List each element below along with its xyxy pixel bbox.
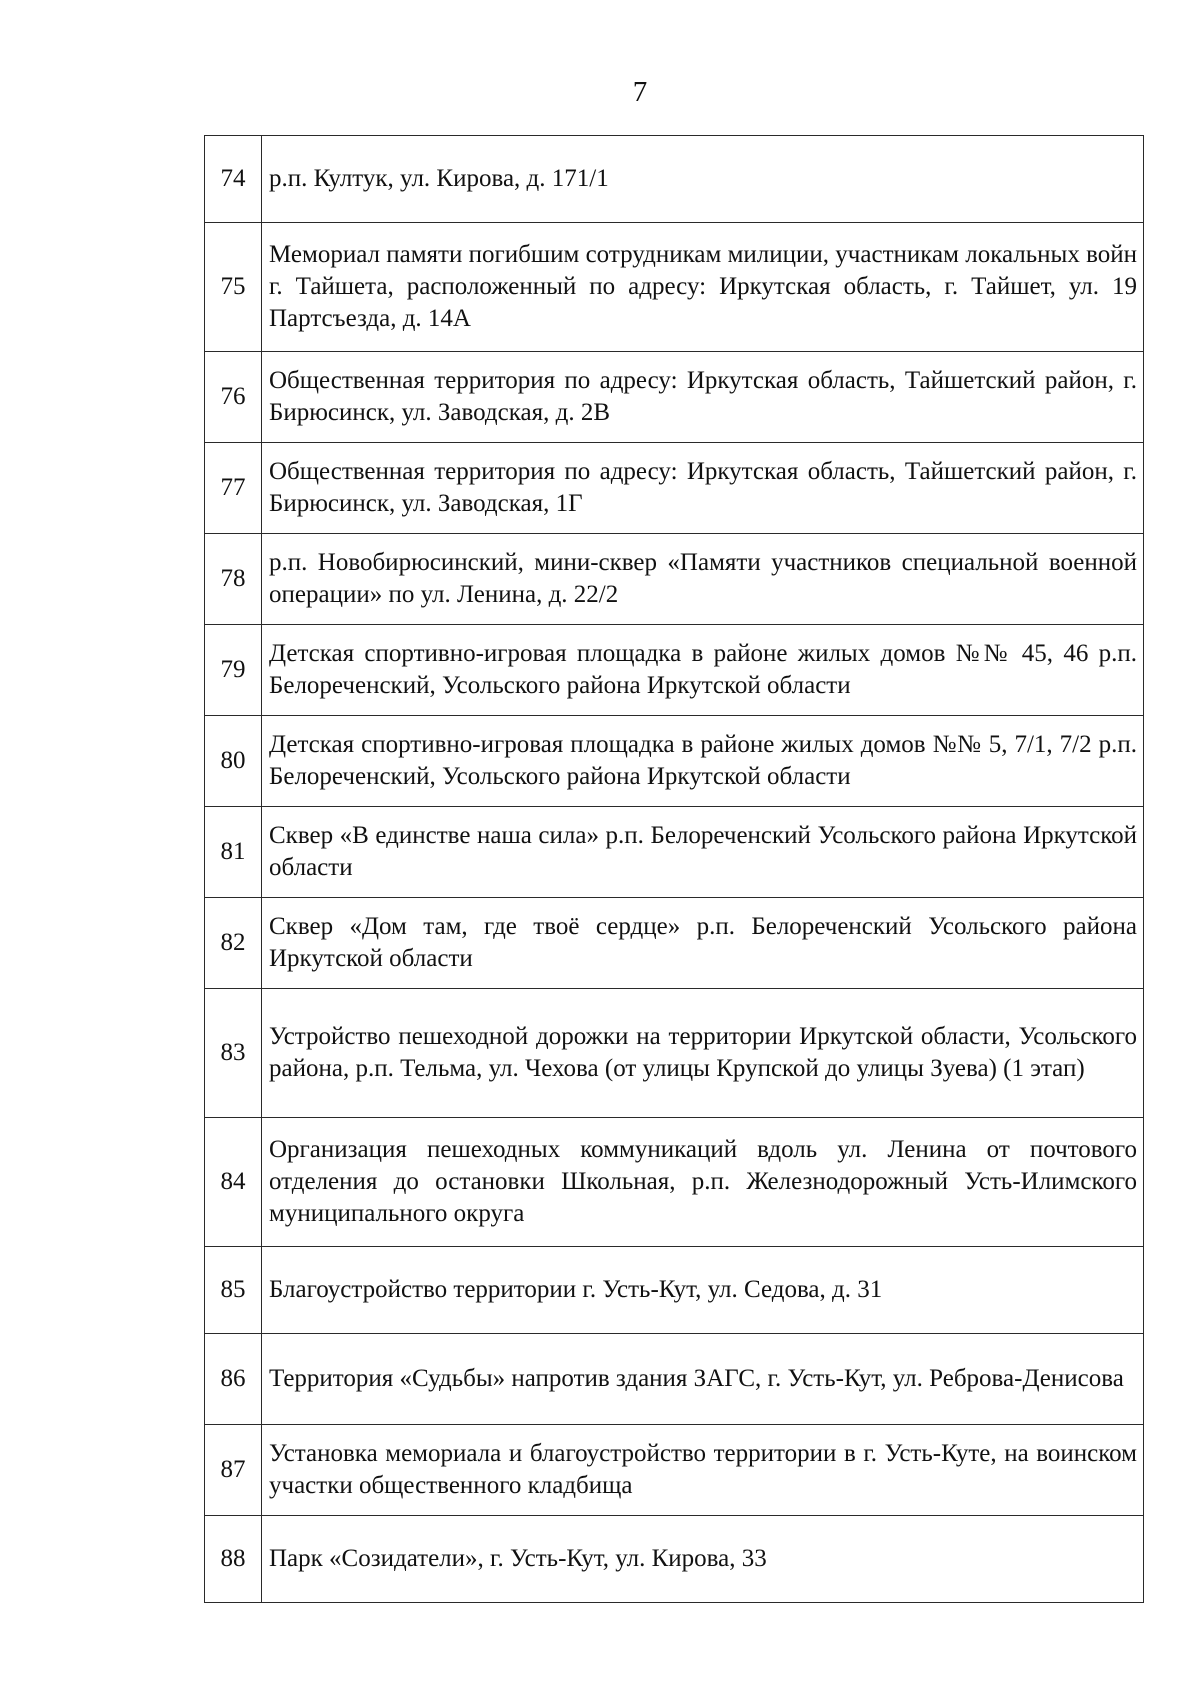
table-row [205, 1425, 1144, 1516]
row-description: Мемориал памяти погибшим сотрудникам милиции, участникам локальных войн г. Тайшета, расположенный по адресу: Иркутская область, г. Тайшет, ул. 19 Партсъезда, д. 14А [262, 223, 1144, 352]
table-row [205, 625, 1144, 716]
row-description: р.п. Култук, ул. Кирова, д. 171/1 [262, 136, 1144, 223]
row-description: Организация пешеходных коммуникаций вдоль ул. Ленина от почтового отделения до остановки Школьная, р.п. Железнодорожный Усть-Илимского муниципального округа [262, 1118, 1144, 1247]
row-number: 83 [205, 989, 262, 1118]
row-number: 79 [205, 625, 262, 716]
page-number-text: 7 [632, 76, 648, 108]
row-number: 84 [205, 1118, 262, 1247]
row-number: 87 [205, 1425, 262, 1516]
row-number: 81 [205, 807, 262, 898]
table-row [205, 716, 1144, 807]
page-number [0, 74, 1200, 110]
row-number: 78 [205, 534, 262, 625]
row-number: 74 [205, 136, 262, 223]
row-number: 88 [205, 1516, 262, 1603]
row-description: Сквер «Дом там, где твоё сердце» р.п. Белореченский Усольского района Иркутской области [262, 898, 1144, 989]
row-description: Сквер «В единстве наша сила» р.п. Белореченский Усольского района Иркутской области [262, 807, 1144, 898]
table-row [205, 989, 1144, 1118]
row-number: 77 [205, 443, 262, 534]
row-description: Устройство пешеходной дорожки на территории Иркутской области, Усольского района, р.п. Тельма, ул. Чехова (от улицы Крупской до улицы Зуева) (1 этап) [262, 989, 1144, 1118]
row-number: 85 [205, 1247, 262, 1334]
row-description: Детская спортивно-игровая площадка в районе жилых домов №№ 5, 7/1, 7/2 р.п. Белореченский, Усольского района Иркутской области [262, 716, 1144, 807]
row-number: 86 [205, 1334, 262, 1425]
table-row [205, 807, 1144, 898]
row-number: 80 [205, 716, 262, 807]
table-row [205, 1247, 1144, 1334]
row-description: Общественная территория по адресу: Иркутская область, Тайшетский район, г. Бирюсинск, ул. Заводская, д. 2В [262, 352, 1144, 443]
table-row [205, 534, 1144, 625]
row-number: 76 [205, 352, 262, 443]
row-description: Территория «Судьбы» напротив здания ЗАГС, г. Усть-Кут, ул. Реброва-Денисова [262, 1334, 1144, 1425]
row-description: Установка мемориала и благоустройство территории в г. Усть-Куте, на воинском участки общественного кладбища [262, 1425, 1144, 1516]
table-row [205, 352, 1144, 443]
table-row [205, 443, 1144, 534]
row-description: Детская спортивно-игровая площадка в районе жилых домов №№ 45, 46 р.п. Белореченский, Усольского района Иркутской области [262, 625, 1144, 716]
row-description: Благоустройство территории г. Усть-Кут, ул. Седова, д. 31 [262, 1247, 1144, 1334]
row-number: 75 [205, 223, 262, 352]
registry-table [204, 135, 1144, 1603]
table-row [205, 898, 1144, 989]
row-number: 82 [205, 898, 262, 989]
row-description: Общественная территория по адресу: Иркутская область, Тайшетский район, г. Бирюсинск, ул. Заводская, 1Г [262, 443, 1144, 534]
table-row [205, 1118, 1144, 1247]
table-row [205, 1516, 1144, 1603]
row-description: р.п. Новобирюсинский, мини-сквер «Памяти участников специальной военной операции» по ул. Ленина, д. 22/2 [262, 534, 1144, 625]
row-description: Парк «Созидатели», г. Усть-Кут, ул. Кирова, 33 [262, 1516, 1144, 1603]
table-row [205, 1334, 1144, 1425]
table-row [205, 223, 1144, 352]
table-row [205, 136, 1144, 223]
